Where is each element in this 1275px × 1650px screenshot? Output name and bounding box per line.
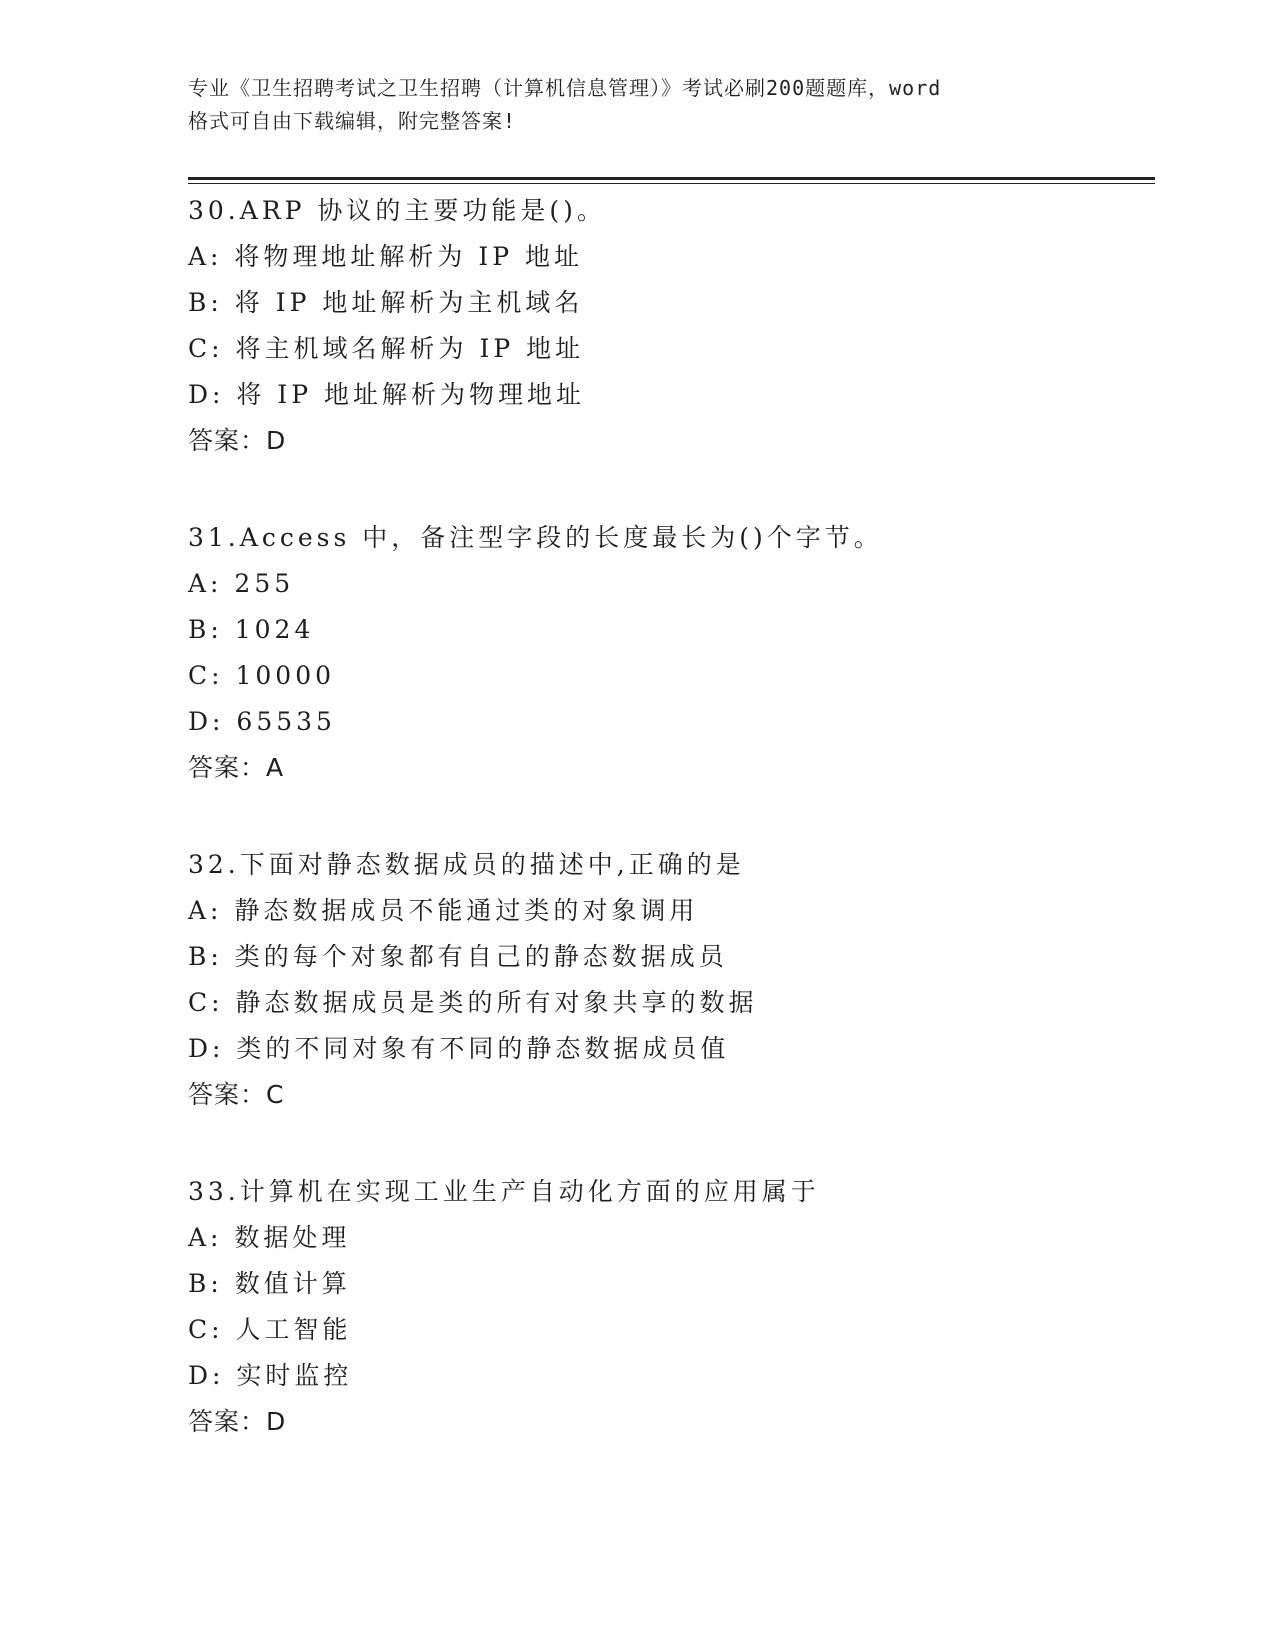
option-c: C: 静态数据成员是类的所有对象共享的数据 [188, 988, 758, 1017]
option-b: B: 将 IP 地址解析为主机域名 [188, 288, 584, 317]
option-d: D: 类的不同对象有不同的静态数据成员值 [188, 1034, 730, 1063]
header-line-2: 格式可自由下载编辑，附完整答案! [188, 109, 517, 133]
option-b: B: 1024 [188, 615, 315, 644]
question-stem: 30.ARP 协议的主要功能是()。 [188, 196, 606, 225]
answer-label: 答案：C [188, 1080, 285, 1109]
question-32 [188, 842, 1148, 1118]
option-a: A: 将物理地址解析为 IP 地址 [188, 242, 584, 271]
question-31 [188, 515, 1148, 791]
option-c: C: 人工智能 [188, 1315, 352, 1344]
option-d: D: 将 IP 地址解析为物理地址 [188, 380, 586, 409]
header-line-1: 专业《卫生招聘考试之卫生招聘（计算机信息管理）》考试必刷200题题库，word [188, 76, 942, 100]
header-rule-thick [188, 177, 1155, 180]
option-d: D: 实时监控 [188, 1361, 353, 1390]
header-rule-thin [188, 183, 1155, 184]
question-stem: 31.Access 中，备注型字段的长度最长为()个字节。 [188, 523, 883, 552]
option-d: D: 65535 [188, 707, 336, 736]
question-stem: 32.下面对静态数据成员的描述中,正确的是 [188, 850, 745, 879]
question-stem: 33.计算机在实现工业生产自动化方面的应用属于 [188, 1177, 820, 1206]
option-b: B: 数值计算 [188, 1269, 351, 1298]
option-c: C: 将主机域名解析为 IP 地址 [188, 334, 585, 363]
question-list [188, 188, 1148, 1496]
document-header [188, 72, 1088, 138]
option-b: B: 类的每个对象都有自己的静态数据成员 [188, 942, 728, 971]
option-a: A: 静态数据成员不能通过类的对象调用 [188, 896, 699, 925]
option-a: A: 255 [188, 569, 295, 598]
answer-label: 答案：D [188, 426, 287, 455]
question-30 [188, 188, 1148, 464]
option-a: A: 数据处理 [188, 1223, 351, 1252]
option-c: C: 10000 [188, 661, 336, 690]
answer-label: 答案：A [188, 753, 285, 782]
answer-label: 答案：D [188, 1407, 287, 1436]
question-33 [188, 1169, 1148, 1445]
